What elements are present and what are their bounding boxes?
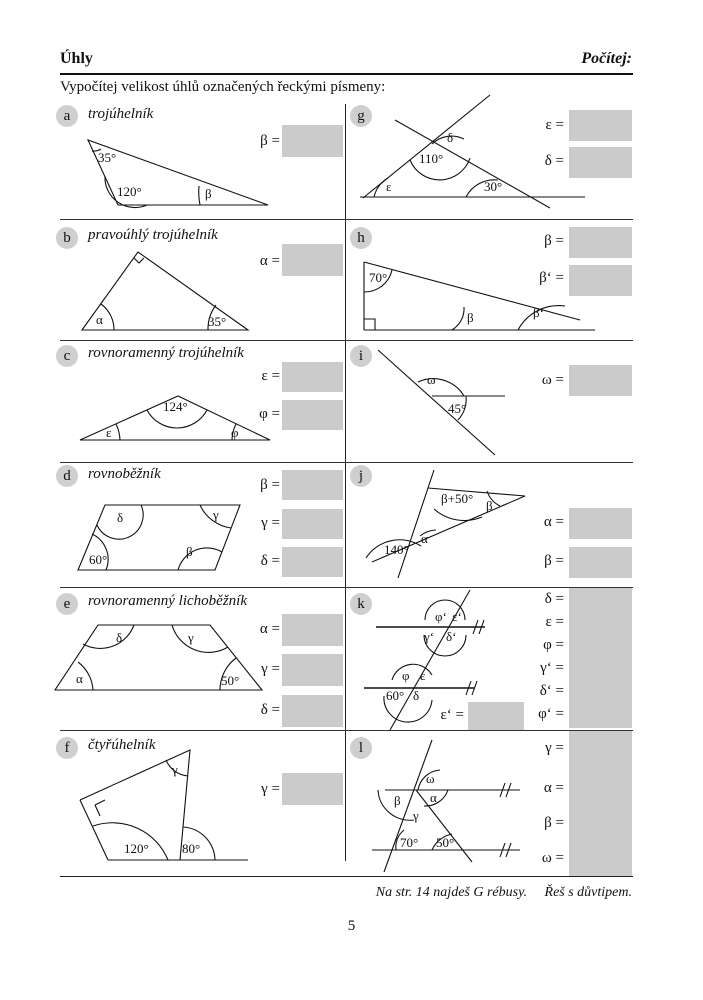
angle-label: ω bbox=[427, 372, 436, 387]
section-letter-k: k bbox=[350, 593, 372, 615]
angle-label: β‘ bbox=[533, 305, 544, 320]
section-title-a: trojúhelník bbox=[88, 106, 154, 122]
angle-label: β bbox=[486, 498, 493, 513]
angle-label: α bbox=[421, 531, 428, 546]
angle-label: ε‘ bbox=[452, 609, 462, 624]
angle-label: 35° bbox=[98, 150, 117, 165]
answer-label: δ = bbox=[544, 153, 564, 169]
angle-label: 45° bbox=[448, 401, 467, 416]
page-number: 5 bbox=[347, 918, 356, 934]
answer-label: ε = bbox=[261, 368, 280, 384]
angle-label: β+50° bbox=[441, 491, 474, 506]
answer-label: ω = bbox=[541, 372, 564, 388]
answer-label: β‘ = bbox=[539, 270, 564, 286]
angle-label: β bbox=[205, 186, 212, 201]
answer-box-c-phi[interactable] bbox=[282, 400, 343, 430]
section-letter-g: g bbox=[350, 105, 372, 127]
answer-label: ε = bbox=[545, 614, 564, 630]
angle-label: α bbox=[76, 671, 83, 686]
answer-box-e-delta[interactable] bbox=[282, 695, 343, 727]
answer-column-k[interactable] bbox=[569, 588, 632, 728]
angle-label: γ bbox=[213, 507, 219, 522]
angle-label: 70° bbox=[369, 270, 388, 285]
answer-box-d-beta[interactable] bbox=[282, 470, 343, 500]
answer-label: φ = bbox=[543, 637, 564, 653]
angle-label: ω bbox=[426, 771, 435, 786]
section-letter-c: c bbox=[56, 345, 78, 367]
section-title-f: čtyřúhelník bbox=[88, 737, 156, 753]
angle-label: γ bbox=[188, 630, 194, 645]
angle-label: ε bbox=[106, 425, 112, 440]
answer-box-e-gamma[interactable] bbox=[282, 654, 343, 686]
section-letter-h: h bbox=[350, 227, 372, 249]
angle-label: 60° bbox=[89, 552, 108, 567]
answer-box-g-epsilon[interactable] bbox=[569, 110, 632, 141]
section-letter-l: l bbox=[350, 737, 372, 759]
angle-label: γ bbox=[413, 808, 419, 823]
section-letter-f: f bbox=[56, 737, 78, 759]
answer-label: ε = bbox=[545, 117, 564, 133]
answer-label: δ‘ = bbox=[539, 683, 564, 699]
page-title: Úhly bbox=[60, 50, 93, 67]
angle-label: α bbox=[430, 790, 437, 805]
angle-label: 50° bbox=[436, 835, 455, 850]
answer-label: γ = bbox=[261, 661, 280, 677]
angle-label: 35° bbox=[208, 314, 227, 329]
answer-label: γ = bbox=[545, 740, 564, 756]
answer-label: α = bbox=[259, 621, 280, 637]
answer-box-f-gamma[interactable] bbox=[282, 773, 343, 805]
angle-label: φ bbox=[402, 668, 410, 683]
section-letter-d: d bbox=[56, 465, 78, 487]
section-title-d: rovnoběžník bbox=[88, 466, 161, 482]
answer-box-j-beta[interactable] bbox=[569, 547, 632, 578]
answer-label: β = bbox=[544, 233, 564, 249]
answer-label: γ = bbox=[261, 781, 280, 797]
angle-label: φ bbox=[231, 425, 239, 440]
answer-label: φ‘ = bbox=[538, 706, 564, 722]
angle-label: δ bbox=[116, 630, 123, 645]
angle-label: 140° bbox=[384, 542, 409, 557]
angle-label: ε bbox=[386, 179, 392, 194]
answer-column-l[interactable] bbox=[569, 731, 632, 876]
angle-label: δ‘ bbox=[446, 629, 457, 644]
angle-label: α bbox=[96, 312, 103, 327]
instruction-text: Vypočítej velikost úhlů označených řeckými písmeny: bbox=[60, 79, 386, 95]
answer-box-a-beta[interactable] bbox=[282, 125, 343, 157]
angle-label: ε bbox=[420, 668, 426, 683]
answer-label: β = bbox=[544, 553, 564, 569]
angle-label: β bbox=[186, 544, 193, 559]
angle-label: β bbox=[394, 793, 401, 808]
answer-label: α = bbox=[543, 514, 564, 530]
answer-box-d-gamma[interactable] bbox=[282, 509, 343, 539]
answer-label: ε‘ = bbox=[440, 707, 464, 723]
figure-f-quadrilateral bbox=[80, 750, 248, 860]
angle-label: δ bbox=[413, 688, 420, 703]
section-title-e: rovnoramenný lichoběžník bbox=[88, 593, 247, 609]
answer-box-j-alpha[interactable] bbox=[569, 508, 632, 539]
angle-label: δ bbox=[117, 510, 124, 525]
angle-label: 50° bbox=[221, 673, 240, 688]
section-letter-a: a bbox=[56, 105, 78, 127]
answer-label: δ = bbox=[260, 702, 280, 718]
angle-label: 120° bbox=[124, 841, 149, 856]
answer-box-d-delta[interactable] bbox=[282, 547, 343, 577]
answer-label: β = bbox=[544, 815, 564, 831]
answer-label: β = bbox=[260, 133, 280, 149]
answer-label: γ = bbox=[261, 515, 280, 531]
angle-label: β bbox=[467, 310, 474, 325]
angle-label: φ‘ bbox=[435, 609, 447, 624]
answer-label: α = bbox=[543, 780, 564, 796]
angle-label: 120° bbox=[117, 184, 142, 199]
answer-box-b-alpha[interactable] bbox=[282, 244, 343, 276]
angle-label: 60° bbox=[386, 688, 405, 703]
answer-box-h-beta-prime[interactable] bbox=[569, 265, 632, 296]
answer-label: α = bbox=[259, 253, 280, 269]
angle-label: 110° bbox=[419, 151, 444, 166]
angle-label: δ bbox=[447, 130, 454, 145]
section-title-c: rovnoramenný trojúhelník bbox=[88, 345, 244, 361]
angle-label: 70° bbox=[400, 835, 419, 850]
answer-box-k-epsilon-prime[interactable] bbox=[468, 702, 524, 730]
footer-note: Na str. 14 najdeš G rébusy. Řeš s důvtipem. bbox=[375, 885, 632, 900]
section-letter-i: i bbox=[350, 345, 372, 367]
section-letter-e: e bbox=[56, 593, 78, 615]
answer-label: ω = bbox=[541, 850, 564, 866]
answer-box-h-beta[interactable] bbox=[569, 227, 632, 258]
answer-label: δ = bbox=[544, 591, 564, 607]
answer-label: φ = bbox=[259, 406, 280, 422]
header-right-label: Počítej: bbox=[581, 50, 632, 67]
angle-label: γ bbox=[172, 762, 178, 777]
angle-label: 30° bbox=[484, 179, 503, 194]
section-letter-j: j bbox=[350, 465, 372, 487]
answer-box-c-epsilon[interactable] bbox=[282, 362, 343, 392]
section-title-b: pravoúhlý trojúhelník bbox=[88, 227, 218, 243]
answer-box-i-omega[interactable] bbox=[569, 365, 632, 396]
answer-label: β = bbox=[260, 477, 280, 493]
answer-label: γ‘ = bbox=[540, 660, 564, 676]
section-letter-b: b bbox=[56, 227, 78, 249]
angle-label: γ‘ bbox=[424, 629, 435, 644]
answer-box-g-delta[interactable] bbox=[569, 147, 632, 178]
answer-box-e-alpha[interactable] bbox=[282, 614, 343, 646]
angle-label: 80° bbox=[182, 841, 201, 856]
answer-label: δ = bbox=[260, 553, 280, 569]
angle-label: 124° bbox=[163, 399, 188, 414]
